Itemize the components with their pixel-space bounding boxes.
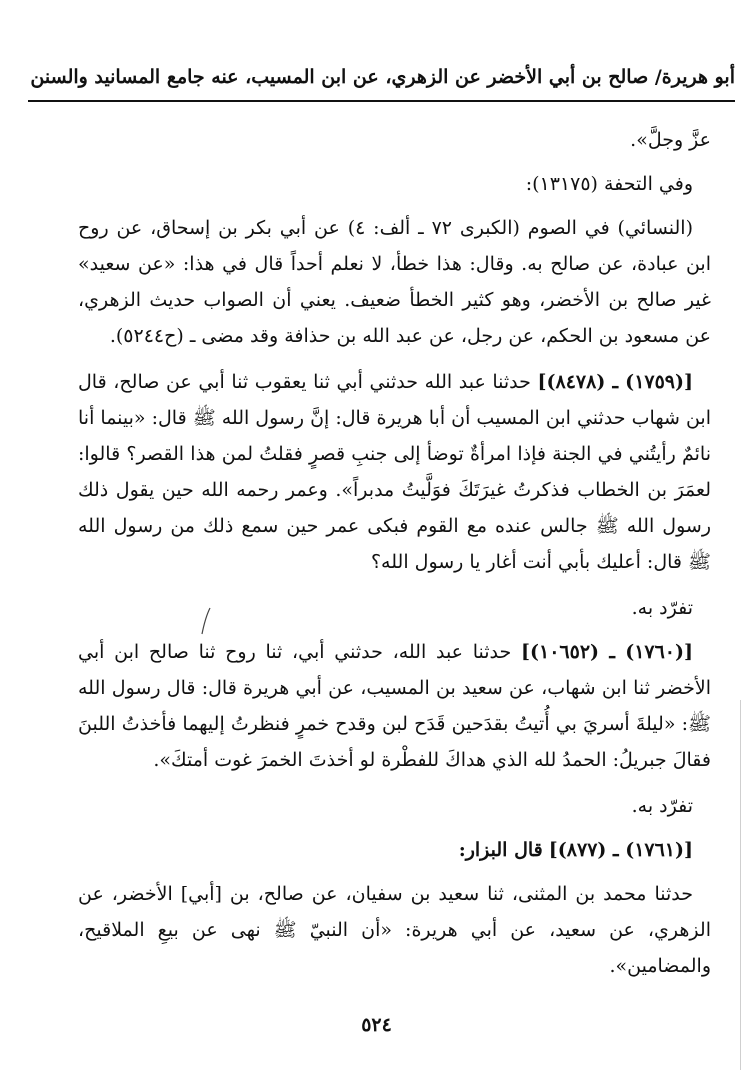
tafarrad-note-2: تفرّد به. bbox=[631, 795, 693, 817]
hadith-1759 bbox=[78, 364, 711, 580]
hadith-1759-number: [(١٧٥٩) ـ (٨٤٧٨)] bbox=[537, 371, 693, 393]
header-rule bbox=[28, 100, 735, 102]
hadith-1760-number: [(١٧٦٠) ـ (١٠٦٥٢)] bbox=[521, 641, 693, 663]
scan-pen-mark bbox=[196, 606, 216, 636]
hadith-1761-heading bbox=[78, 832, 711, 868]
hadith-1760-text: حدثنا عبد الله، حدثني أبي، ثنا روح ثنا صالح ابن أبي الأخضر ثنا ابن شهاب، عن سعيد بن المسيب، عن أبي هريرة قال: قال رسول الله ﷺ: «ليلةَ أسريَ بي أُتيتُ بقدَحين قَدَح لبن وقدح خمرٍ فنظرتُ إليهما فأخذتُ اللبنَ فقالَ جبريلُ: الحمدُ لله الذي هداكَ للفطْرة لو أخذتَ الخمرَ غوت أمتكَ». bbox=[78, 641, 711, 771]
running-head: أبو هريرة/ صالح بن أبي الأخضر عن الزهري، عن ابن المسيب، عنه جامع المسانيد والسنن bbox=[30, 66, 735, 88]
hadith-1760 bbox=[78, 634, 711, 778]
page-number: ٥٢٤ bbox=[361, 1014, 392, 1036]
paragraph-tuhfa-ref: وفي التحفة (١٣١٧٥): bbox=[525, 173, 693, 195]
paragraph-continuation: عزَّ وجلَّ». bbox=[630, 129, 711, 151]
hadith-1761-source: قال البزار: bbox=[458, 839, 543, 861]
hadith-1759-text: حدثنا عبد الله حدثني أبي ثنا يعقوب ثنا أبي عن صالح، قال ابن شهاب حدثني ابن المسيب أن أبا هريرة قال: إنَّ رسول الله ﷺ قال: «بينما أنا نائمٌ رأيتُني في الجنة فإذا امرأةٌ توضأ إلى جنبِ قصرٍ فقلتُ لمن هذا القصر؟ قالوا: لعمَرَ بن الخطاب فذكرتُ غيرَتَكَ فوَلَّيتُ مدبراً». وعمر رحمه الله حين يقول ذلك رسول الله ﷺ جالس عنده مع القوم فبكى عمر حين سمع ذلك من رسول الله ﷺ قال: أعليك بأبي أنت أغار يا رسول الله؟ bbox=[78, 371, 711, 573]
body-text bbox=[78, 122, 711, 994]
paragraph-nasai: (النسائي) في الصوم (الكبرى ٧٢ ـ ألف: ٤) عن أبي بكر بن إسحاق، عن روح ابن عبادة، عن صالح به. وقال: هذا خطأ، لا نعلم أحداً قال في هذا: «عن سعيد» غير صالح بن الأخضر، وهو كثير الخطأ ضعيف. يعني أن الصواب حديث الزهري، عن مسعود بن الحكم، عن رجل، عن عبد الله بن حذافة وقد مضى ـ (ح٥٢٤٤). bbox=[78, 217, 711, 347]
hadith-1761-number: [(١٧٦١) ـ (٨٧٧)] bbox=[548, 839, 693, 861]
tafarrad-note-1: تفرّد به. bbox=[631, 597, 693, 619]
hadith-1761-text: حدثنا محمد بن المثنى، ثنا سعيد بن سفيان، عن صالح، بن [أبي] الأخضر، عن الزهري، عن سعيد، عن أبي هريرة: «أن النبيّ ﷺ نهى عن بيعِ الملاقيح، والمضامين». bbox=[78, 883, 711, 977]
